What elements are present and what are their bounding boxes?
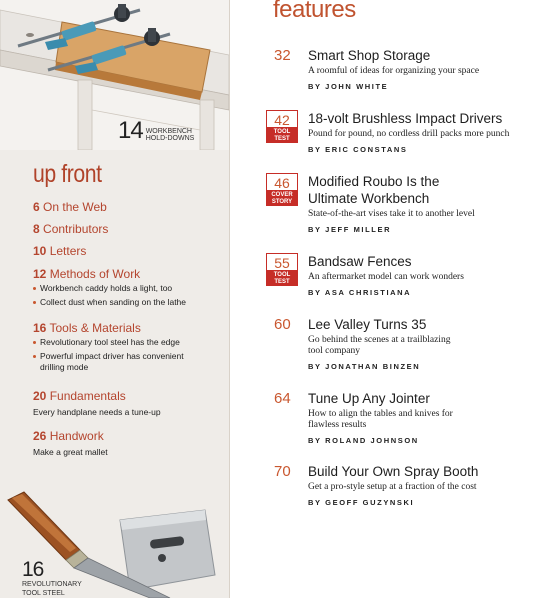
item-bullet: Revolutionary tool steel has the edge: [33, 337, 229, 349]
item-page-number: 10: [33, 244, 47, 258]
item-title: On the Web: [43, 200, 107, 214]
workbench-holddowns-photo: [0, 0, 229, 150]
item-page-number: 8: [33, 222, 40, 236]
item-title: Letters: [49, 244, 87, 258]
item-page-number: 26: [33, 429, 47, 443]
article-description: Pound for pound, no cordless drill packs more punch: [308, 129, 510, 139]
article-tag: COVER STORY: [266, 191, 298, 206]
item-bullet: Workbench caddy holds a light, too: [33, 283, 229, 295]
features-heading: features: [273, 0, 356, 23]
article-description: Get a pro-style setup at a fraction of the cost: [308, 482, 477, 492]
article-byline: BY GEOFF GUZYNSKI: [308, 498, 415, 507]
tool-steel-caption: [22, 560, 82, 597]
item-title: Tools & Materials: [49, 321, 141, 335]
up-front-item-fundamentals[interactable]: [33, 389, 229, 418]
article-description: Go behind the scenes at a trailblazing tool company: [308, 335, 451, 356]
up-front-item-letters[interactable]: [33, 244, 229, 258]
item-page-number: 6: [33, 200, 40, 214]
workbench-caption-line1: WORKBENCH: [145, 128, 192, 135]
article-description: State-of-the-art vises take it to another level: [308, 209, 475, 219]
article-page-number: 64: [274, 390, 291, 407]
up-front-item-tools-materials[interactable]: [33, 321, 229, 374]
article-title: Modified Roubo Is the Ultimate Workbench: [308, 174, 440, 206]
workbench-caption: [118, 117, 195, 144]
item-title: Fundamentals: [49, 389, 126, 403]
item-bullet: Collect dust when sanding on the lathe: [33, 297, 229, 309]
up-front-item-handwork[interactable]: [33, 429, 229, 458]
item-subtitle: Every handplane needs a tune-up: [33, 407, 161, 417]
item-subtitle: Make a great mallet: [33, 447, 108, 457]
article-byline: BY JEFF MILLER: [308, 225, 392, 234]
up-front-item-methods-of-work[interactable]: [33, 267, 229, 308]
article-tag: TOOL TEST: [266, 271, 298, 286]
article-tag: TOOL TEST: [266, 128, 298, 143]
up-front-item-contributors[interactable]: [33, 222, 229, 236]
article-byline: BY JONATHAN BINZEN: [308, 362, 421, 371]
article-page-number: 55: [266, 253, 298, 271]
item-page-number: 16: [33, 321, 47, 335]
article-byline: BY JOHN WHITE: [308, 82, 389, 91]
item-bullet: Powerful impact driver has convenient drilling mode: [33, 351, 210, 374]
cover-story-badge: [266, 173, 298, 206]
article-byline: BY ROLAND JOHNSON: [308, 436, 419, 445]
up-front-item-on-the-web[interactable]: [33, 200, 229, 214]
article-title: Build Your Own Spray Booth: [308, 464, 479, 479]
article-page-number: 32: [274, 47, 291, 64]
workbench-illustration: [0, 0, 229, 150]
tool-steel-caption-line2: TOOL STEEL: [22, 590, 65, 597]
tool-steel-page-number: 16: [22, 558, 44, 581]
item-page-number: 12: [33, 267, 47, 281]
article-title: Tune Up Any Jointer: [308, 391, 430, 406]
tool-steel-caption-line1: REVOLUTIONARY: [22, 581, 82, 588]
features-column: [230, 0, 557, 598]
article-page-number: 42: [266, 110, 298, 128]
article-title: 18-volt Brushless Impact Drivers: [308, 111, 503, 126]
article-byline: BY ASA CHRISTIANA: [308, 288, 412, 297]
article-title: Lee Valley Turns 35: [308, 317, 427, 332]
workbench-caption-line2: HOLD-DOWNS: [145, 135, 195, 142]
article-description: How to align the tables and knives for flawless results: [308, 409, 453, 430]
article-byline: BY ERIC CONSTANS: [308, 145, 408, 154]
article-description: An aftermarket model can work wonders: [308, 272, 464, 282]
tool-test-badge: [266, 110, 298, 143]
item-title: Methods of Work: [49, 267, 141, 281]
article-page-number: 46: [266, 173, 298, 191]
article-description: A roomful of ideas for organizing your space: [308, 66, 480, 76]
item-title: Contributors: [43, 222, 109, 236]
workbench-caption-text: [146, 128, 195, 142]
article-page-number: 60: [274, 316, 291, 333]
workbench-page-number: 14: [118, 117, 143, 144]
article-title: Smart Shop Storage: [308, 48, 431, 63]
article-title: Bandsaw Fences: [308, 254, 412, 269]
item-title: Handwork: [49, 429, 104, 443]
tool-test-badge: [266, 253, 298, 286]
up-front-heading: up front: [33, 160, 102, 188]
up-front-column: [0, 0, 229, 598]
article-page-number: 70: [274, 463, 291, 480]
item-page-number: 20: [33, 389, 47, 403]
